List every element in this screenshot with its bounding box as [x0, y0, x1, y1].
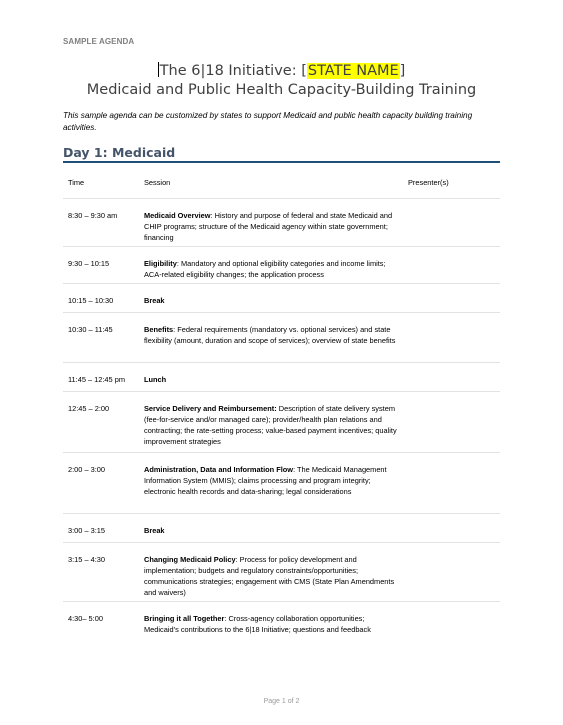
row-time: 10:15 – 10:30	[68, 296, 114, 305]
row-session: Break	[144, 296, 165, 305]
document-header-label: SAMPLE AGENDA	[63, 37, 135, 46]
table-row	[63, 284, 500, 313]
title-prefix: The 6|18 Initiative: [	[159, 63, 307, 79]
table-row	[63, 543, 500, 602]
title-line-2: Medicaid and Public Health Capacity-Building Training	[86, 82, 477, 98]
title-suffix: ]	[399, 63, 406, 79]
table-row	[63, 392, 500, 453]
row-time: 4:30– 5:00	[68, 614, 103, 623]
table-header-row	[63, 166, 500, 199]
header-presenter: Presenter(s)	[408, 178, 449, 187]
row-session: Break	[144, 526, 165, 535]
row-time: 11:45 – 12:45 pm	[68, 375, 125, 384]
header-session: Session	[144, 178, 171, 187]
row-session: Service Delivery and Reimbursement: Description of state delivery system (fee-for-service and/or managed care); provider/health plan relations and contracting; the rate-setting process; value-based payment incentives; quality improvement strategies	[144, 404, 397, 446]
row-session: Administration, Data and Information Flow: The Medicaid Management Information System (MMIS); claims processing and program integrity; electronic health records and data-sharing; legal considerations	[144, 465, 387, 496]
table-row	[63, 602, 500, 650]
row-time: 2:00 – 3:00	[68, 465, 105, 474]
page-footer: Page 1 of 2	[263, 698, 300, 705]
table-row	[63, 313, 500, 363]
intro-paragraph: This sample agenda can be customized by states to support Medicaid and public health capacity building training activities.	[63, 111, 473, 132]
document-title	[63, 62, 500, 100]
row-time: 10:30 – 11:45	[68, 325, 113, 334]
row-time: 9:30 – 10:15	[68, 259, 110, 268]
table-row	[63, 363, 500, 392]
row-time: 3:15 – 4:30	[68, 555, 105, 564]
table-row	[63, 514, 500, 543]
heading-rule	[63, 161, 500, 163]
row-session: Medicaid Overview: History and purpose of federal and state Medicaid and CHIP programs; structure of the Medicaid agency within state government; financing	[144, 211, 393, 242]
row-time: 8:30 – 9:30 am	[68, 211, 118, 220]
day-heading: Day 1: Medicaid	[63, 145, 176, 160]
row-session: Lunch	[144, 375, 167, 384]
table-row	[63, 453, 500, 514]
text-cursor	[158, 62, 159, 77]
row-session: Bringing it all Together: Cross-agency collaboration opportunities; Medicaid’s contributions to the 6|18 Initiative; questions and feedback	[144, 614, 371, 634]
row-session: Benefits: Federal requirements (mandatory vs. optional services) and state flexibility (amount, duration and scope of services); overview of state benefits	[144, 325, 396, 345]
row-session: Changing Medicaid Policy: Process for policy development and implementation; budgets and regulatory constraints/opportunities; communications strategies; engagement with CMS (State Plan Amendments and waivers)	[144, 555, 395, 597]
title-line-1	[63, 62, 500, 81]
row-time: 12:45 – 2:00	[68, 404, 110, 413]
state-name-placeholder[interactable]: STATE NAME	[307, 63, 399, 79]
table-row	[63, 199, 500, 247]
header-time: Time	[68, 178, 85, 187]
row-time: 3:00 – 3:15	[68, 526, 105, 535]
agenda-table	[63, 166, 500, 650]
table-row	[63, 247, 500, 284]
row-session: Eligibility: Mandatory and optional eligibility categories and income limits; ACA-related eligibility changes; the application process	[144, 259, 386, 279]
